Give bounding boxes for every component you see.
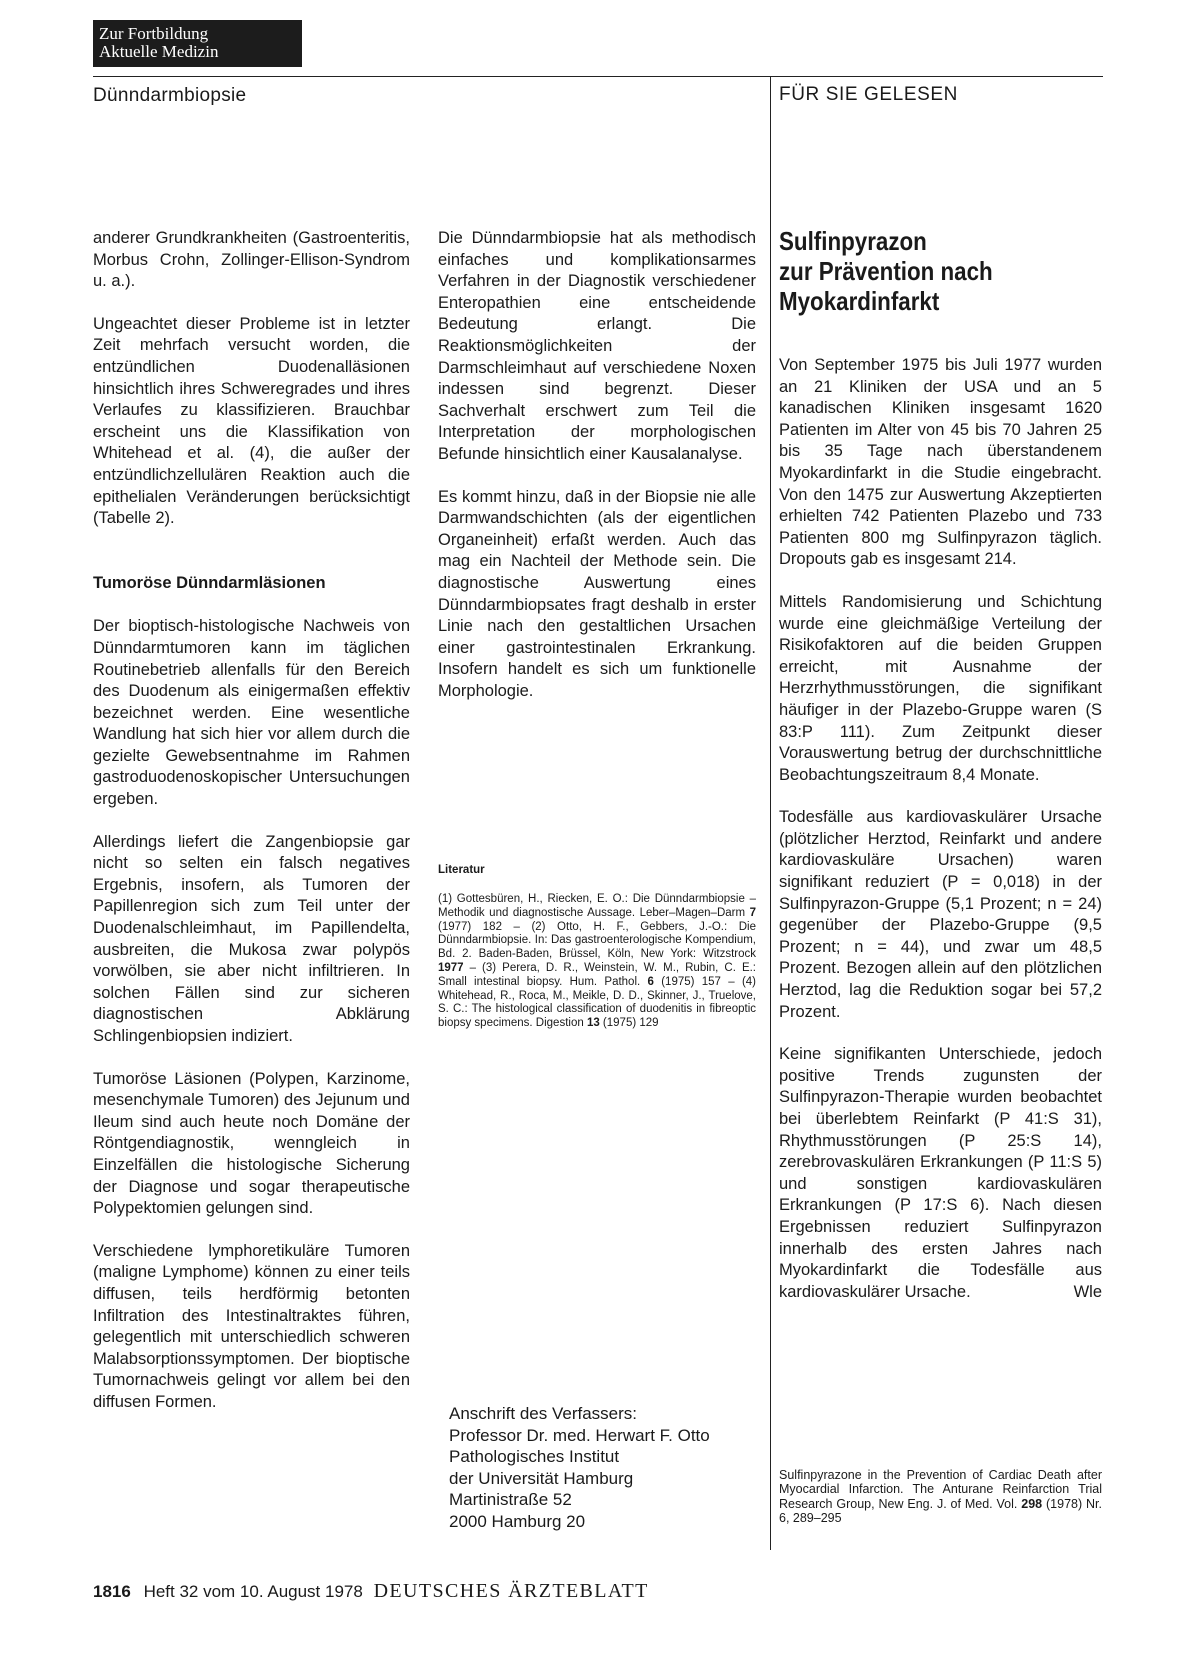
paragraph: Es kommt hinzu, daß in der Biopsie nie alle Darmwandschichten (als der eigentlichen Organeinheit) erfaßt werden. Auch das mag ein Nachteil der Methode sein. Die diagnostische Auswertung eines Dünndarmbiopsates fragt deshalb in erster Linie nach den gestaltlichen Ursachen einer gastrointestinalen Erkrankung. Insofern handelt es sich um funktionelle Morphologie. (438, 487, 756, 700)
paragraph: Allerdings liefert die Zangenbiopsie gar nicht so selten ein falsch negatives Ergebnis, insofern, als Tumoren der Papillenregion sich zum Teil unter der Duodenalschleimhaut, im Papillendelta, ausbreiten, die Mukosa zwar polypös vorwölben, sie aber nicht infiltrieren. In solchen Fällen sind zur sicheren diagnostischen Abklärung Schlingenbiopsien indiziert. (93, 832, 410, 1045)
paragraph: Von September 1975 bis Juli 1977 wurden an 21 Kliniken der USA und an 5 kanadischen Kliniken insgesamt 1620 Patienten im Alter von 45 bis 70 Jahren 25 bis 35 Tage nach überstandenem Myokardinfarkt in die Studie eingebracht. Von den 1475 zur Auswertung Akzeptierten erhielten 742 Patienten Plazebo und 733 Patienten 800 mg Sulfinpyrazon täglich. Dropouts gab es insgesamt 214. (779, 356, 1102, 569)
paragraph: Mittels Randomisierung und Schichtung wurde eine gleichmäßige Verteilung der Risikofaktoren auf die beiden Gruppen erreicht, mit Ausnahme der Herzrhythmusstörungen, die signifikant häufiger in der Plazebo-Gruppe waren (S 83:P 111). Zum Zeitpunkt dieser Vorauswertung betrug der durchschnittliche Beobachtungszeitraum 8,4 Monate. (779, 592, 1102, 784)
address-line: Pathologisches Institut (449, 1447, 620, 1466)
column-1 (93, 228, 410, 1414)
references-list: (1) Gottesbüren, H., Riecken, E. O.: Die Dünndarmbiopsie – Methodik und diagnostische Aussage. Leber–Magen–Darm 7 (1977) 182 – (2) Otto, H. F., Gebbers, J.-O.: Die Dünndarmbiopsie. In: Das gastroenterologische Kompendium, Bd. 2. Baden-Baden, Brüssel, Köln, New York: Witzstrock 1977 – (3) Perera, D. R., Weinstein, W. M., Rubin, C. E.: Small intestinal biopsy. Hum. Pathol. 6 (1975) 157 – (4) Whitehead, R., Roca, M., Meikle, D. D., Skinner, J., Truelove, S. C.: The histological classification of duodenitis in fibreoptic biopsy specimens. Digestion 13 (1975) 129 (438, 893, 756, 1030)
section-heading: Tumoröse Dünndarmläsionen (93, 573, 326, 592)
section-label-line2: Aktuelle Medizin (99, 42, 219, 61)
running-header-left: Dünndarmbiopsie (93, 85, 247, 106)
article-title-line: Sulfinpyrazon (779, 226, 927, 256)
column-2 (438, 228, 756, 702)
paragraph: Der bioptisch-histologische Nachweis von Dünndarmtumoren kann im täglichen Routinebetrieb allenfalls für den Bereich des Duodenum als einigermaßen effektiv bezeichnet werden. Eine wesentliche Wandlung hat sich hier vor allem durch die gezielte Gewebsentnahme im Rahmen gastroduodenoskopischer Untersuchungen ergeben. (93, 617, 410, 809)
journal-name: DEUTSCHES ÄRZTEBLATT (373, 1580, 649, 1602)
paragraph: Keine signifikanten Unterschiede, jedoch positive Trends zugunsten der Sulfinpyrazon-Therapie wurden beobachtet bei überlebtem Reinfarkt (P 41:S 31), Rhythmusstörungen (P 25:S 14), zerebrovaskulären Erkrankungen (P 11:S 5) und sonstigen kardiovaskulären Erkrankungen (P 17:S 6). Nach diesen Ergebnissen reduziert Sulfinpyrazon innerhalb des ersten Jahres nach Myokardinfarkt die Todesfälle aus kardiovaskulärer Ursache. Wle (779, 1044, 1102, 1303)
article-title (779, 226, 1054, 316)
references-heading: Literatur (438, 864, 485, 876)
page-footer (93, 1580, 649, 1603)
section-label-line1: Zur Fortbildung (99, 24, 209, 43)
paragraph: Tumoröse Läsionen (Polypen, Karzinome, mesenchymale Tumoren) des Jejunum und Ileum sind auch heute noch Domäne der Röntgendiagnostik, wenngleich in Einzelfällen die histologische Sicherung der Diagnose und sogar therapeutische Polypektomien gelungen sind. (93, 1069, 410, 1218)
paragraph: Ungeachtet dieser Probleme ist in letzter Zeit mehrfach versucht worden, die entzündlichen Duodenalläsionen hinsichtlich ihres Schweregrades und ihres Verlaufes zu klassifizieren. Brauchbar erscheint uns die Klassifikation von Whitehead et al. (4), die außer der entzündlichzellulären Reaktion auch die epithelialen Veränderungen berücksichtigt (Tabelle 2). (93, 314, 410, 528)
address-line: Professor Dr. med. Herwart F. Otto (449, 1425, 710, 1445)
address-line: Martinistraße 52 (449, 1490, 572, 1509)
paragraph: Die Dünndarmbiopsie hat als methodisch einfaches und komplikationsarmes Verfahren in der Diagnostik verschiedener Enteropathien eine entscheidende Bedeutung erlangt. Die Reaktionsmöglichkeiten der Darmschleimhaut auf verschiedene Noxen indessen sind begrenzt. Dieser Sachverhalt erschwert zum Teil die Interpretation der morphologischen Befunde hinsichtlich einer Kausalanalyse. (438, 229, 756, 463)
running-header-right: FÜR SIE GELESEN (779, 84, 958, 105)
source-citation: Sulfinpyrazone in the Prevention of Cardiac Death after Myocardial Infarction. The Anturane Reinfarction Trial Research Group, New Eng. J. of Med. Vol. 298 (1978) Nr. 6, 289–295 (779, 1468, 1102, 1526)
author-address (449, 1403, 769, 1532)
article-title-line: Myokardinfarkt (779, 286, 940, 316)
address-line: der Universität Hamburg (449, 1468, 634, 1488)
column-3 (779, 355, 1102, 1303)
paragraph: Verschiedene lymphoretikuläre Tumoren (maligne Lymphome) können zu einer teils diffusen, teils herdförmig betonten Infiltration des Intestinaltraktes führen, gelegentlich mit unterschiedlich schweren Malabsorptionssymptomen. Der bioptische Tumornachweis gelingt vor allem bei den diffusen Formen. (93, 1241, 410, 1411)
column-divider (770, 76, 771, 1550)
author-signature: Wle (1073, 1282, 1102, 1301)
section-label (93, 20, 302, 67)
paragraph: Todesfälle aus kardiovaskulärer Ursache (plötzlicher Herztod, Reinfarkt und andere kardiovaskuläre Ursachen) waren signifikant reduziert (P = 0,018) in der Sulfinpyrazon-Gruppe (5,1 Prozent; n = 24) gegenüber der Plazebo-Gruppe (9,5 Prozent; n = 44), und zwar um 48,5 Prozent. Bezogen allein auf den plötzlichen Herztod, lag die Reduktion sogar bei 57,2 Prozent. (779, 808, 1102, 1021)
address-line: Anschrift des Verfassers: (449, 1404, 638, 1423)
issue-info: Heft 32 vom 10. August 1978 (143, 1582, 363, 1601)
address-line: 2000 Hamburg 20 (449, 1511, 586, 1531)
top-rule (93, 76, 1103, 77)
article-title-line: zur Prävention nach (779, 256, 993, 286)
page-number: 1816 (93, 1582, 131, 1601)
paragraph: anderer Grundkrankheiten (Gastroenteritis, Morbus Crohn, Zollinger-Ellison-Syndrom u. a.). (93, 229, 410, 291)
